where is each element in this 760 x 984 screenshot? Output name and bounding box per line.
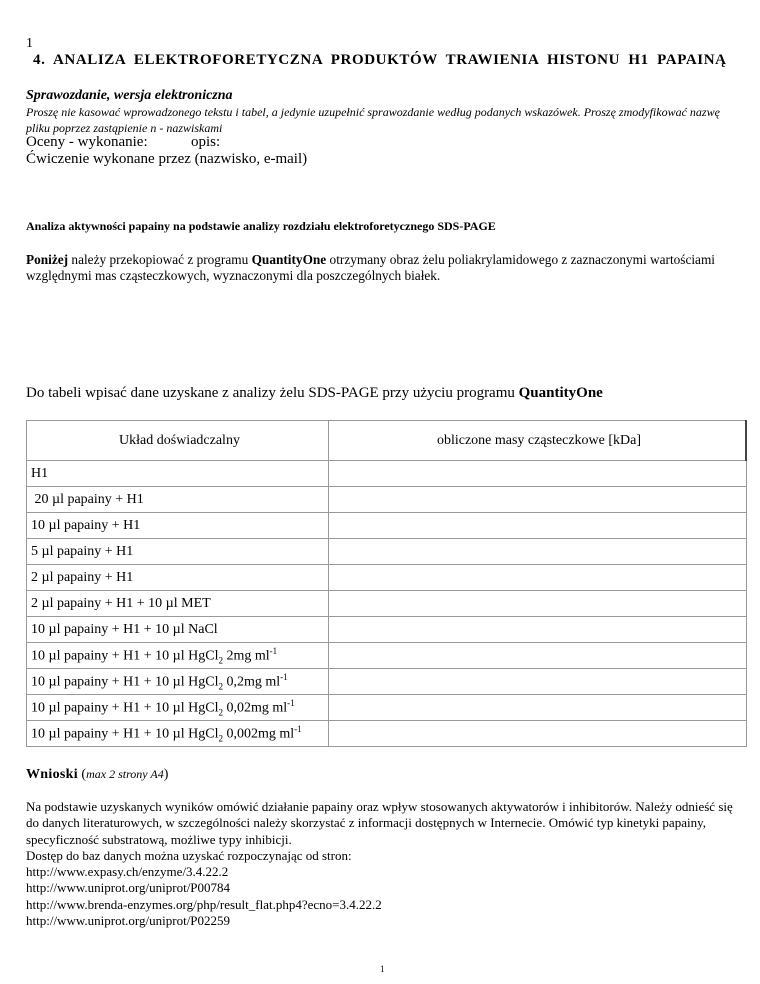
setup-cell: H1: [27, 461, 329, 487]
table-intro: [26, 385, 603, 402]
grades-label: Oceny - wykonanie:: [26, 134, 148, 150]
section-title: Analiza aktywności papainy na podstawie analizy rozdziału elektroforetycznego SDS-PAGE: [26, 219, 496, 233]
header-mass: obliczone masy cząsteczkowe [kDa]: [329, 421, 747, 461]
link-uniprot-p00784[interactable]: http://www.uniprot.org/uniprot/P00784: [26, 880, 231, 896]
concentration: 0,002mg ml: [222, 726, 295, 742]
document-title: 4. ANALIZA ELEKTROFORETYCZNA PRODUKTÓW TRAWIENIA HISTONU H1 PAPAINĄ: [33, 52, 727, 68]
footer-page-number: 1: [380, 964, 385, 974]
database-intro: Dostęp do baz danych można uzyskać rozpoczynając od stron:: [26, 847, 352, 863]
page-marker: 1: [26, 36, 33, 51]
setup-text: 10 µl papainy + H1 + 10 µl HgCl: [31, 700, 219, 716]
para-bold-1: Poniżej: [26, 252, 69, 267]
conclusions-body: [26, 799, 746, 929]
mass-cell[interactable]: [329, 591, 747, 617]
superscript: -1: [280, 671, 288, 682]
para-text-2: otrzymany obraz żelu poliakrylamidowego z zaznaczonymi wartościami względnymi mas cząsteczkowych, wyznaczonymi dla poszczególnych białek.: [26, 252, 715, 283]
results-table: [26, 420, 747, 747]
table-row: [27, 461, 747, 487]
setup-text: 10 µl papainy + H1 + 10 µl HgCl: [31, 648, 219, 664]
table-row: [27, 643, 747, 669]
subscript: 2: [218, 655, 223, 666]
grades-line: [26, 134, 221, 151]
instructions: Proszę nie kasować wprowadzonego tekstu i tabel, a jedynie uzupełnić sprawozdanie według podanych wskazówek. Proszę zmodyfikować nazwę pliku poprzez zastąpienie n - nazwiskami: [26, 105, 720, 135]
mass-cell[interactable]: [329, 565, 747, 591]
table-row: [27, 617, 747, 643]
mass-cell[interactable]: [329, 487, 747, 513]
table-row: [27, 695, 747, 721]
superscript: -1: [294, 723, 302, 734]
para-bold-2: QuantityOne: [251, 252, 327, 267]
table-row: [27, 487, 747, 513]
superscript: -1: [269, 645, 278, 656]
grades-opis: opis:: [191, 134, 221, 150]
para-text-1: należy przekopiować z programu: [68, 252, 252, 267]
setup-cell: [27, 669, 329, 695]
subtitle: Sprawozdanie, wersja elektroniczna: [26, 88, 233, 103]
mass-cell[interactable]: [329, 617, 747, 643]
author-line: Ćwiczenie wykonane przez (nazwisko, e-mail): [26, 151, 308, 167]
setup-cell: 2 µl papainy + H1 + 10 µl MET: [27, 591, 329, 617]
table-row: [27, 669, 747, 695]
mass-cell[interactable]: [329, 669, 747, 695]
table-intro-bold: QuantityOne: [518, 385, 603, 401]
subscript: 2: [218, 733, 223, 744]
link-expasy[interactable]: http://www.expasy.ch/enzyme/3.4.22.2: [26, 864, 229, 880]
gel-instructions: [26, 252, 746, 284]
link-brenda[interactable]: http://www.brenda-enzymes.org/php/result_flat.php4?ecno=3.4.22.2: [26, 896, 382, 912]
setup-cell: 10 µl papainy + H1: [27, 513, 329, 539]
mass-cell[interactable]: [329, 461, 747, 487]
superscript: -1: [287, 697, 295, 708]
setup-cell: 2 µl papainy + H1: [27, 565, 329, 591]
table-row: [27, 513, 747, 539]
setup-cell: [27, 721, 329, 747]
conclusions-text: Na podstawie uzyskanych wyników omówić działanie papainy oraz wpływ stosowanych aktywatorów i inhibitorów. Należy odnieść się do danych literaturowych, w szczególności należy skorzystać z informacji dostępnych w Internecie. Omówić typ kinetyki papainy, specyficzność substratową, możliwe typy inhibicji.: [26, 799, 733, 847]
concentration: 2mg ml: [222, 648, 270, 664]
table-row: [27, 591, 747, 617]
mass-cell[interactable]: [329, 695, 747, 721]
table-header-row: [27, 421, 747, 461]
header-setup: Układ doświadczalny: [27, 421, 329, 461]
setup-cell: [27, 695, 329, 721]
setup-cell: [27, 643, 329, 669]
conclusions-title: Wnioski: [26, 767, 78, 782]
link-uniprot-p02259[interactable]: http://www.uniprot.org/uniprot/P02259: [26, 913, 231, 929]
setup-cell: 10 µl papainy + H1 + 10 µl NaCl: [27, 617, 329, 643]
concentration: 0,2mg ml: [222, 674, 281, 690]
concentration: 0,02mg ml: [222, 700, 288, 716]
table-row: [27, 721, 747, 747]
setup-text: 10 µl papainy + H1 + 10 µl HgCl: [31, 674, 219, 690]
setup-text: 10 µl papainy + H1 + 10 µl HgCl: [31, 726, 219, 742]
table-row: [27, 539, 747, 565]
conclusions-heading: Wnioski (max 2 strony A4): [26, 767, 169, 782]
mass-cell[interactable]: [329, 513, 747, 539]
setup-cell: 20 µl papainy + H1: [27, 487, 329, 513]
mass-cell[interactable]: [329, 721, 747, 747]
mass-cell[interactable]: [329, 643, 747, 669]
conclusions-note: max 2 strony A4: [86, 767, 164, 781]
setup-cell: 5 µl papainy + H1: [27, 539, 329, 565]
mass-cell[interactable]: [329, 539, 747, 565]
table-row: [27, 565, 747, 591]
table-intro-text: Do tabeli wpisać dane uzyskane z analizy żelu SDS-PAGE przy użyciu programu: [26, 385, 519, 401]
subscript: 2: [218, 681, 223, 692]
subscript: 2: [218, 707, 223, 718]
